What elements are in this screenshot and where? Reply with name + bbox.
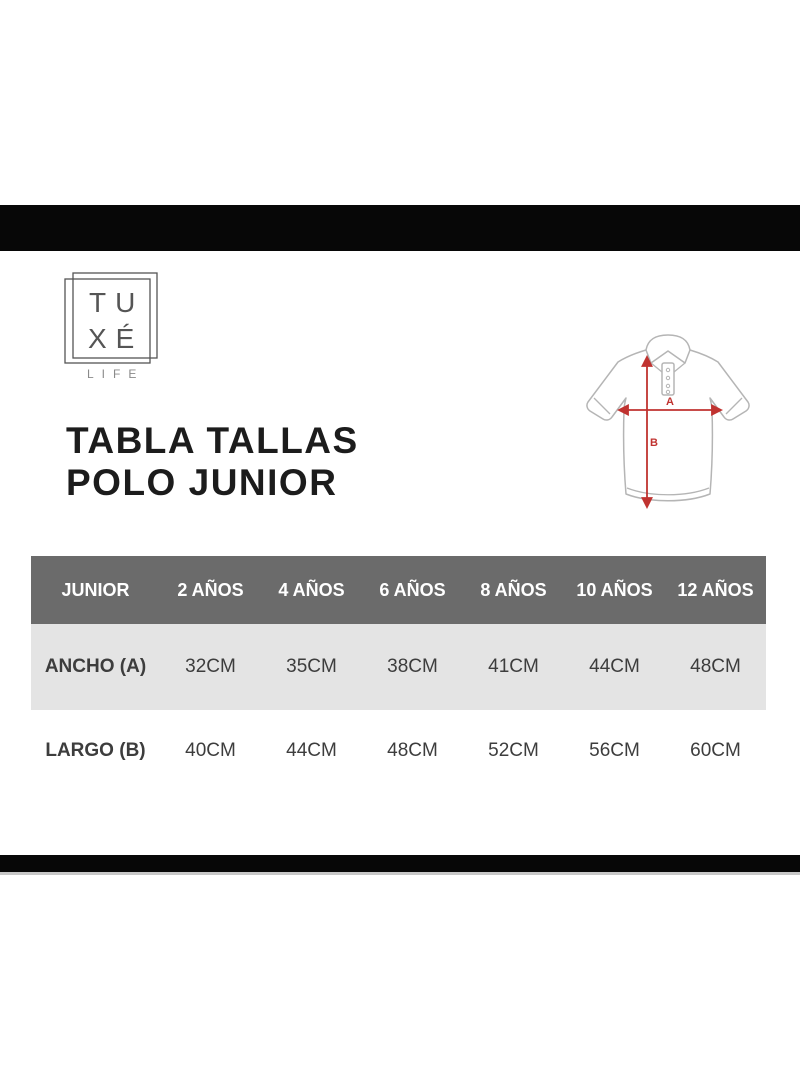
brand-name-line2: XÉ [88, 323, 144, 354]
cell-largo-10anos: 56CM [564, 710, 665, 792]
column-header-8anos: 8 AÑOS [463, 556, 564, 624]
row-label-ancho: ANCHO (A) [31, 624, 160, 710]
table-row-ancho [31, 624, 766, 710]
cell-largo-6anos: 48CM [362, 710, 463, 792]
cell-ancho-6anos: 38CM [362, 624, 463, 710]
cell-ancho-8anos: 41CM [463, 624, 564, 710]
cell-largo-8anos: 52CM [463, 710, 564, 792]
cell-largo-2anos: 40CM [160, 710, 261, 792]
top-black-bar [0, 205, 800, 251]
polo-button [666, 376, 669, 379]
length-arrow-head-bottom [643, 498, 652, 507]
column-header-12anos: 12 AÑOS [665, 556, 766, 624]
brand-name-line1: TU [89, 287, 145, 318]
page-title-line2: POLO JUNIOR [66, 462, 338, 503]
page-title-line1: TABLA TALLAS [66, 420, 359, 461]
cell-ancho-2anos: 32CM [160, 624, 261, 710]
row-label-largo: LARGO (B) [31, 710, 160, 792]
cell-ancho-12anos: 48CM [665, 624, 766, 710]
column-header-6anos: 6 AÑOS [362, 556, 463, 624]
cell-ancho-10anos: 44CM [564, 624, 665, 710]
column-header-2anos: 2 AÑOS [160, 556, 261, 624]
cell-ancho-4anos: 35CM [261, 624, 362, 710]
cell-largo-4anos: 44CM [261, 710, 362, 792]
table-row-largo [31, 710, 766, 792]
polo-button [666, 390, 669, 393]
polo-shirt-illustration [584, 330, 752, 512]
width-label: A [666, 396, 674, 408]
length-label: B [650, 437, 658, 449]
page-title [66, 420, 359, 504]
cell-largo-12anos: 60CM [665, 710, 766, 792]
table-header-row [31, 556, 766, 624]
bottom-black-bar [0, 855, 800, 875]
size-table [31, 556, 766, 792]
brand-tagline: LIFE [87, 367, 145, 381]
column-header-4anos: 4 AÑOS [261, 556, 362, 624]
column-header-10anos: 10 AÑOS [564, 556, 665, 624]
polo-button [666, 384, 669, 387]
polo-button [666, 368, 669, 371]
brand-logo [60, 266, 164, 384]
column-header-junior: JUNIOR [31, 556, 160, 624]
